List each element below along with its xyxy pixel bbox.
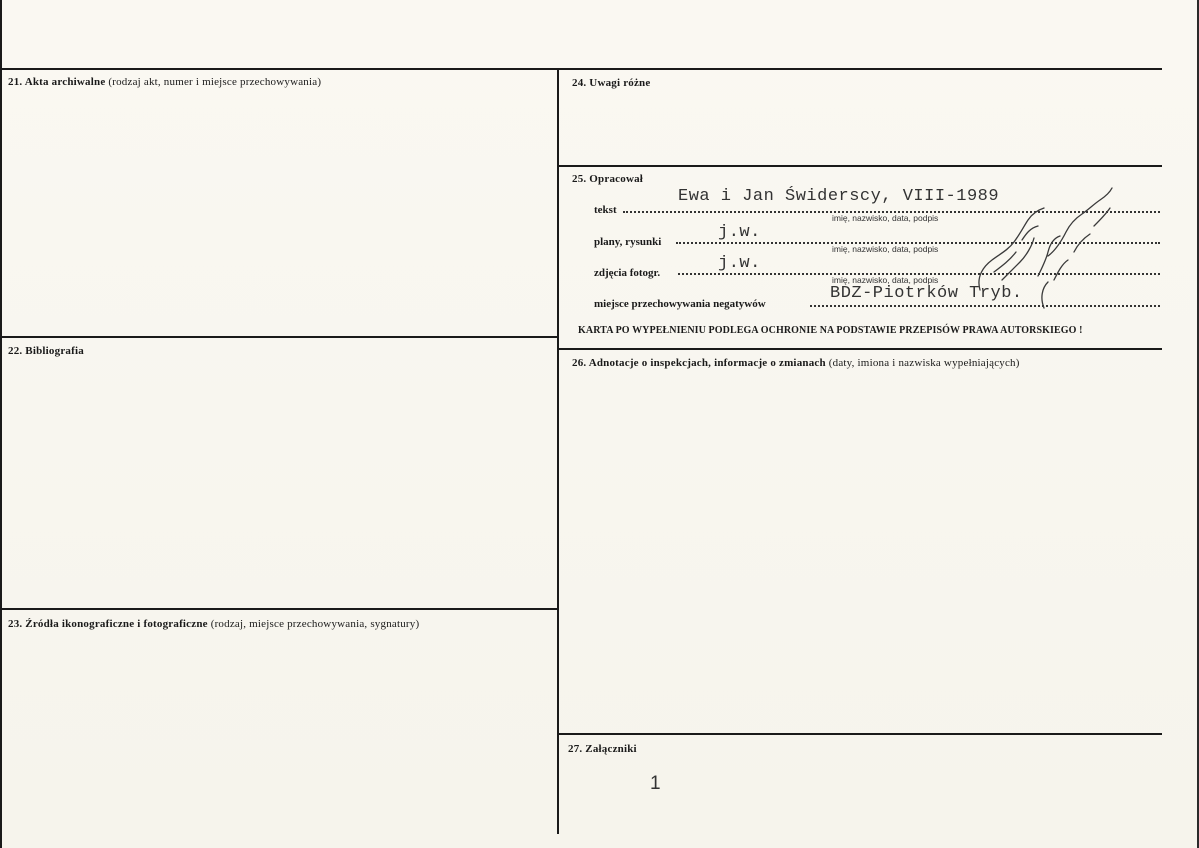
field-tekst-label: tekst [594, 204, 617, 216]
field-negatywy-value: BDZ-Piotrków Tryb. [830, 284, 1023, 303]
attachments-count: 1 [650, 773, 661, 794]
signature-ewa [979, 208, 1044, 290]
section-25-header [572, 173, 643, 185]
section-27-header [568, 743, 637, 755]
signature-graphic [962, 180, 1132, 310]
section-27-title: 27. Załączniki [568, 743, 637, 755]
rule-right-25-26 [559, 348, 1162, 350]
signature-jan [1038, 188, 1112, 308]
section-22-header [8, 345, 84, 357]
field-negatywy-label: miejsce przechowywania negatywów [594, 298, 766, 310]
field-tekst-hint: imię, nazwisko, data, podpis [832, 213, 939, 223]
top-rule [2, 68, 1162, 70]
section-22-title: 22. Bibliografia [8, 345, 84, 357]
section-26-title: 26. Adnotacje o inspekcjach, informacje o zmianach [572, 357, 826, 369]
section-24-header [572, 77, 650, 89]
section-25-title: 25. Opracował [572, 173, 644, 185]
rule-right-26-27 [559, 733, 1162, 735]
section-21-header [8, 76, 321, 88]
section-24-title: 24. Uwagi różne [572, 77, 651, 89]
rule-left-22-23 [2, 608, 559, 610]
field-zdjecia-label: zdjęcia fotogr. [594, 267, 661, 279]
field-zdjecia-hint: imię, nazwisko, data, podpis [832, 275, 939, 285]
section-21-title: 21. Akta archiwalne [8, 76, 106, 88]
field-plany-hint: imię, nazwisko, data, podpis [832, 244, 939, 254]
section-23-header [8, 618, 419, 630]
field-tekst-value: Ewa i Jan Świderscy, VIII-1989 [678, 187, 1000, 206]
rule-right-24-25 [559, 165, 1162, 167]
section-21-subtitle: (rodzaj akt, numer i miejsce przechowywania) [108, 76, 322, 88]
field-plany-value: j.w. [718, 223, 761, 242]
section-26-subtitle: (daty, imiona i nazwiska wypełniających) [828, 357, 1020, 369]
section-23-title: 23. Źródła ikonograficzne i fotograficzne [8, 618, 208, 630]
center-divider [557, 68, 559, 834]
field-plany-label: plany, rysunki [594, 236, 662, 248]
rule-left-21-22 [2, 336, 559, 338]
field-zdjecia-value: j.w. [718, 254, 761, 273]
section-26-header [572, 357, 1020, 369]
section-23-subtitle: (rodzaj, miejsce przechowywania, sygnatury) [210, 618, 420, 630]
copyright-notice: KARTA PO WYPEŁNIENIU PODLEGA OCHRONIE NA PODSTAWIE PRZEPISÓW PRAWA AUTORSKIEGO ! [578, 325, 1083, 336]
